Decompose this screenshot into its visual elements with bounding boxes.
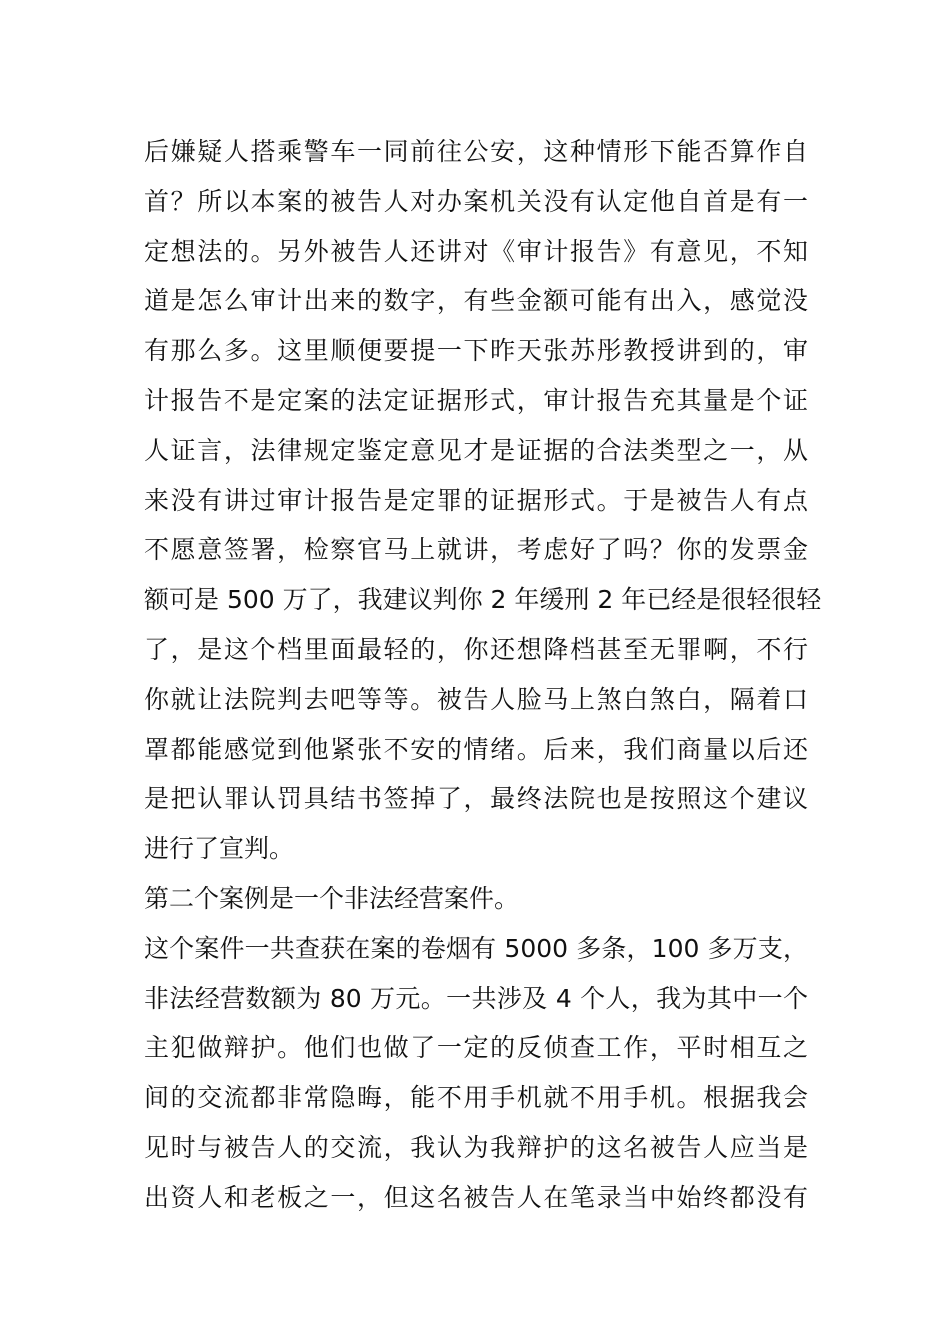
text-line: 是把认罪认罚具结书签掉了，最终法院也是按照这个建议 bbox=[144, 784, 808, 814]
text-line: 你就让法院判去吧等等。被告人脸马上煞白煞白，隔着口 bbox=[144, 684, 808, 714]
text-line: 间的交流都非常隐晦，能不用手机就不用手机。根据我会 bbox=[144, 1083, 808, 1113]
text-line: 这个案件一共查获在案的卷烟有 5000 多条，100 多万支， bbox=[144, 933, 808, 963]
body-text bbox=[144, 127, 822, 1223]
text-line: 见时与被告人的交流，我认为我辩护的这名被告人应当是 bbox=[144, 1132, 808, 1162]
text-line: 人证言，法律规定鉴定意见才是证据的合法类型之一，从 bbox=[144, 435, 808, 465]
text-line: 定想法的。另外被告人还讲对《审计报告》有意见，不知 bbox=[144, 236, 808, 266]
text-line: 主犯做辩护。他们也做了一定的反侦查工作，平时相互之 bbox=[144, 1033, 808, 1063]
text-line: 来没有讲过审计报告是定罪的证据形式。于是被告人有点 bbox=[144, 485, 808, 515]
text-line: 非法经营数额为 80 万元。一共涉及 4 个人，我为其中一个 bbox=[144, 983, 808, 1013]
text-line: 罩都能感觉到他紧张不安的情绪。后来，我们商量以后还 bbox=[144, 734, 808, 764]
text-line: 首？所以本案的被告人对办案机关没有认定他自首是有一 bbox=[144, 186, 808, 216]
text-line: 了，是这个档里面最轻的，你还想降档甚至无罪啊，不行 bbox=[144, 634, 808, 664]
text-line: 不愿意签署，检察官马上就讲，考虑好了吗？你的发票金 bbox=[144, 535, 808, 565]
text-line: 额可是 500 万了，我建议判你 2 年缓刑 2 年已经是很轻很轻 bbox=[144, 585, 822, 615]
text-line: 计报告不是定案的法定证据形式，审计报告充其量是个证 bbox=[144, 385, 808, 415]
text-line: 出资人和老板之一，但这名被告人在笔录当中始终都没有 bbox=[144, 1182, 808, 1212]
text-line: 后嫌疑人搭乘警车一同前往公安，这种情形下能否算作自 bbox=[144, 137, 808, 166]
text-line: 有那么多。这里顺便要提一下昨天张苏彤教授讲到的，审 bbox=[144, 336, 808, 366]
text-line: 进行了宣判。 bbox=[144, 834, 295, 864]
text-line: 道是怎么审计出来的数字，有些金额可能有出入，感觉没 bbox=[144, 286, 808, 316]
text-line: 第二个案例是一个非法经营案件。 bbox=[144, 883, 520, 913]
